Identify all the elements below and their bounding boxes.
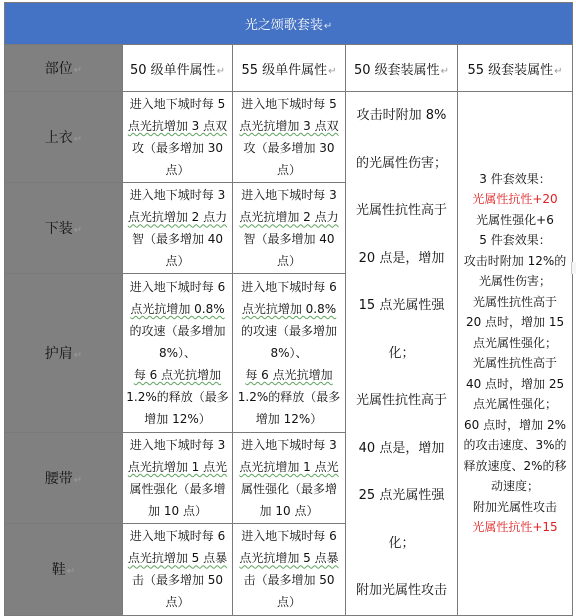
set-bonus-line: 点光属性强化； <box>473 335 558 350</box>
cell-line: 攻（最多增加 30 <box>131 141 224 156</box>
set-bonus-line: 光属性抗性+20 <box>472 192 558 207</box>
cell-line: 点光抗增加 3 点双 <box>127 119 228 134</box>
return-arrow-icon: ↵ <box>216 65 226 77</box>
cell-line: 点光抗增加 1 点光 <box>127 460 228 475</box>
set-bonus-line: 60 点时，增加 2% <box>464 417 566 432</box>
set-bonus-table <box>4 2 573 616</box>
set-bonus-line: 光属性抗性+15 <box>472 520 558 535</box>
table-title-cell <box>5 3 573 45</box>
single-bonus-lv50 <box>123 183 233 274</box>
cell-line: 进入地下城时每 3 <box>241 188 337 203</box>
set-bonus-line: 动速度； <box>491 479 540 494</box>
cell-line: 加 10 点） <box>259 504 319 519</box>
cell-line: 8%）、 <box>270 346 308 361</box>
cell-line: 点） <box>276 595 301 610</box>
cell-line: 点） <box>165 254 190 269</box>
cell-line: 点光抗增加 2 点力 <box>239 210 339 225</box>
cell-line: 点） <box>276 163 301 178</box>
part-cell: 腰带↵ <box>5 433 123 524</box>
set-bonus-line: 的攻击速度、3%的 <box>463 438 567 453</box>
cell-line: 1.2%的释放（最多 <box>126 390 229 405</box>
single-bonus-lv50 <box>123 433 233 524</box>
cell-line: 进入地下城时每 3 <box>241 438 337 453</box>
cell-line: 攻击时附加 8% <box>356 108 447 123</box>
cell-line: 增加 12%） <box>144 412 211 427</box>
cell-line: 点光抗增加 0.8% <box>241 302 337 317</box>
return-arrow-icon: ↵ <box>73 65 83 76</box>
cell-line: 每 6 点光抗增加 <box>133 368 222 383</box>
set-bonus-line: 40 点时，增加 25 <box>465 376 565 391</box>
set-bonus-line: 释放速度、2%的移 <box>463 458 567 473</box>
cell-line: 加 10 点） <box>148 504 207 519</box>
cell-line: 点光抗增加 5 点暴 <box>127 551 228 566</box>
single-bonus-lv50 <box>123 274 233 433</box>
return-arrow-icon: ↵ <box>73 225 83 237</box>
cell-line: 点光抗增加 0.8% <box>130 302 225 317</box>
cell-line: 40 点是，增加 <box>358 440 445 456</box>
header-part: 部位↵ <box>5 45 123 92</box>
single-bonus-lv50 <box>123 524 233 615</box>
cell-line: 15 点光属性强 <box>358 298 445 313</box>
cell-line: 智（最多增加 40 <box>131 232 224 247</box>
return-arrow-icon: ↵ <box>328 65 337 77</box>
cell-line: 化； <box>388 535 415 551</box>
cell-line: 附加光属性攻击 <box>355 583 447 598</box>
set-bonus-line: 20 点时，增加 15 <box>465 315 565 330</box>
cell-line: 进入地下城时每 6 <box>241 280 337 295</box>
cell-line: 进入地下城时每 6 <box>241 529 337 544</box>
cell-line: 点光抗增加 2 点力 <box>127 210 228 225</box>
single-bonus-lv55 <box>233 92 346 183</box>
return-arrow-icon: ↵ <box>323 21 333 32</box>
return-arrow-icon: ↵ <box>73 134 83 146</box>
header-lv50-set: 50 级套装属性↵ <box>346 45 458 92</box>
header-lv55-set: 55 级套装属性↵ <box>458 45 573 92</box>
cell-line: 25 点光属性强 <box>358 488 445 503</box>
cell-line: 进入地下城时每 3 <box>129 438 226 453</box>
cell-line: 每 6 点光抗增加 <box>245 368 333 383</box>
return-arrow-icon: ↵ <box>73 350 83 362</box>
set-bonus-line: 附加光属性攻击 <box>473 499 558 514</box>
cell-line: 1.2%的释放（最多 <box>237 390 341 405</box>
header-row <box>5 45 573 92</box>
set-bonus-line: 3 件套效果： <box>479 171 551 186</box>
set-bonus-line: 光属性强化+6 <box>476 212 554 227</box>
part-cell: 下装↵ <box>5 183 123 274</box>
header-lv55-single: 55 级单件属性↵ <box>233 45 346 92</box>
return-arrow-icon: ↵ <box>66 566 76 578</box>
scrollbar-marker[interactable] <box>571 262 576 274</box>
cell-line: 进入地下城时每 5 <box>129 97 226 112</box>
set-bonus-line: 点光属性强化； <box>473 397 558 412</box>
cell-line: 光属性抗性高于 <box>355 203 447 218</box>
set-bonus-lv55 <box>458 92 573 616</box>
part-cell: 鞋↵ <box>5 524 123 615</box>
cell-line: 击（最多增加 50 <box>243 573 335 588</box>
cell-line: 进入地下城时每 3 <box>129 188 226 203</box>
title-row <box>5 3 573 45</box>
single-bonus-lv50 <box>123 92 233 183</box>
cell-line: 属性强化（最多增 <box>129 482 226 497</box>
return-arrow-icon: ↵ <box>554 65 563 77</box>
cell-line: 点） <box>165 595 190 610</box>
set-bonus-lv50 <box>346 92 458 616</box>
single-bonus-lv55 <box>233 274 346 433</box>
single-bonus-lv55 <box>233 183 346 274</box>
cell-line: 的攻速（最多增加 <box>240 324 337 339</box>
cell-line: 的光属性伤害； <box>355 155 447 171</box>
set-bonus-line: 光属性伤害； <box>479 274 552 289</box>
cell-line: 进入地下城时每 5 <box>241 97 337 112</box>
part-cell: 护肩↵ <box>5 274 123 433</box>
return-arrow-icon: ↵ <box>440 65 450 77</box>
set-bonus-line: 5 件套效果： <box>479 233 551 248</box>
cell-line: 点光抗增加 3 点双 <box>239 119 339 134</box>
header-lv50-single: 50 级单件属性↵ <box>123 45 233 92</box>
set-table-sheet <box>4 2 572 610</box>
part-cell: 上衣↵ <box>5 92 123 183</box>
single-bonus-lv55 <box>233 433 346 524</box>
cell-line: 攻（最多增加 30 <box>243 141 335 156</box>
cell-line: 光属性抗性高于 <box>355 393 447 408</box>
cell-line: 的攻速（最多增加 <box>129 324 226 339</box>
table-row <box>5 92 573 183</box>
single-bonus-lv55 <box>233 524 346 615</box>
cell-line: 点光抗增加 5 点暴 <box>239 551 339 566</box>
cell-line: 智（最多增加 40 <box>243 232 335 247</box>
return-arrow-icon: ↵ <box>73 475 83 487</box>
set-bonus-line: 光属性抗性高于 <box>473 294 558 309</box>
cell-line: 进入地下城时每 6 <box>129 529 226 544</box>
cell-line: 增加 12%） <box>255 412 323 427</box>
cell-line: 击（最多增加 50 <box>131 573 224 588</box>
cell-line: 进入地下城时每 6 <box>129 280 226 295</box>
table-title: 光之颂歌套装 <box>244 18 323 33</box>
cell-line: 点光抗增加 1 点光 <box>239 460 339 475</box>
set-bonus-line: 攻击时附加 12%的 <box>463 253 567 268</box>
cell-line: 点） <box>165 163 190 178</box>
cell-line: 8%）、 <box>158 346 197 361</box>
set-bonus-line: 光属性抗性高于 <box>473 356 558 371</box>
cell-line: 20 点是，增加 <box>358 250 445 266</box>
cell-line: 化； <box>388 345 415 361</box>
cell-line: 属性强化（最多增 <box>240 482 337 497</box>
cell-line: 点） <box>276 254 301 269</box>
